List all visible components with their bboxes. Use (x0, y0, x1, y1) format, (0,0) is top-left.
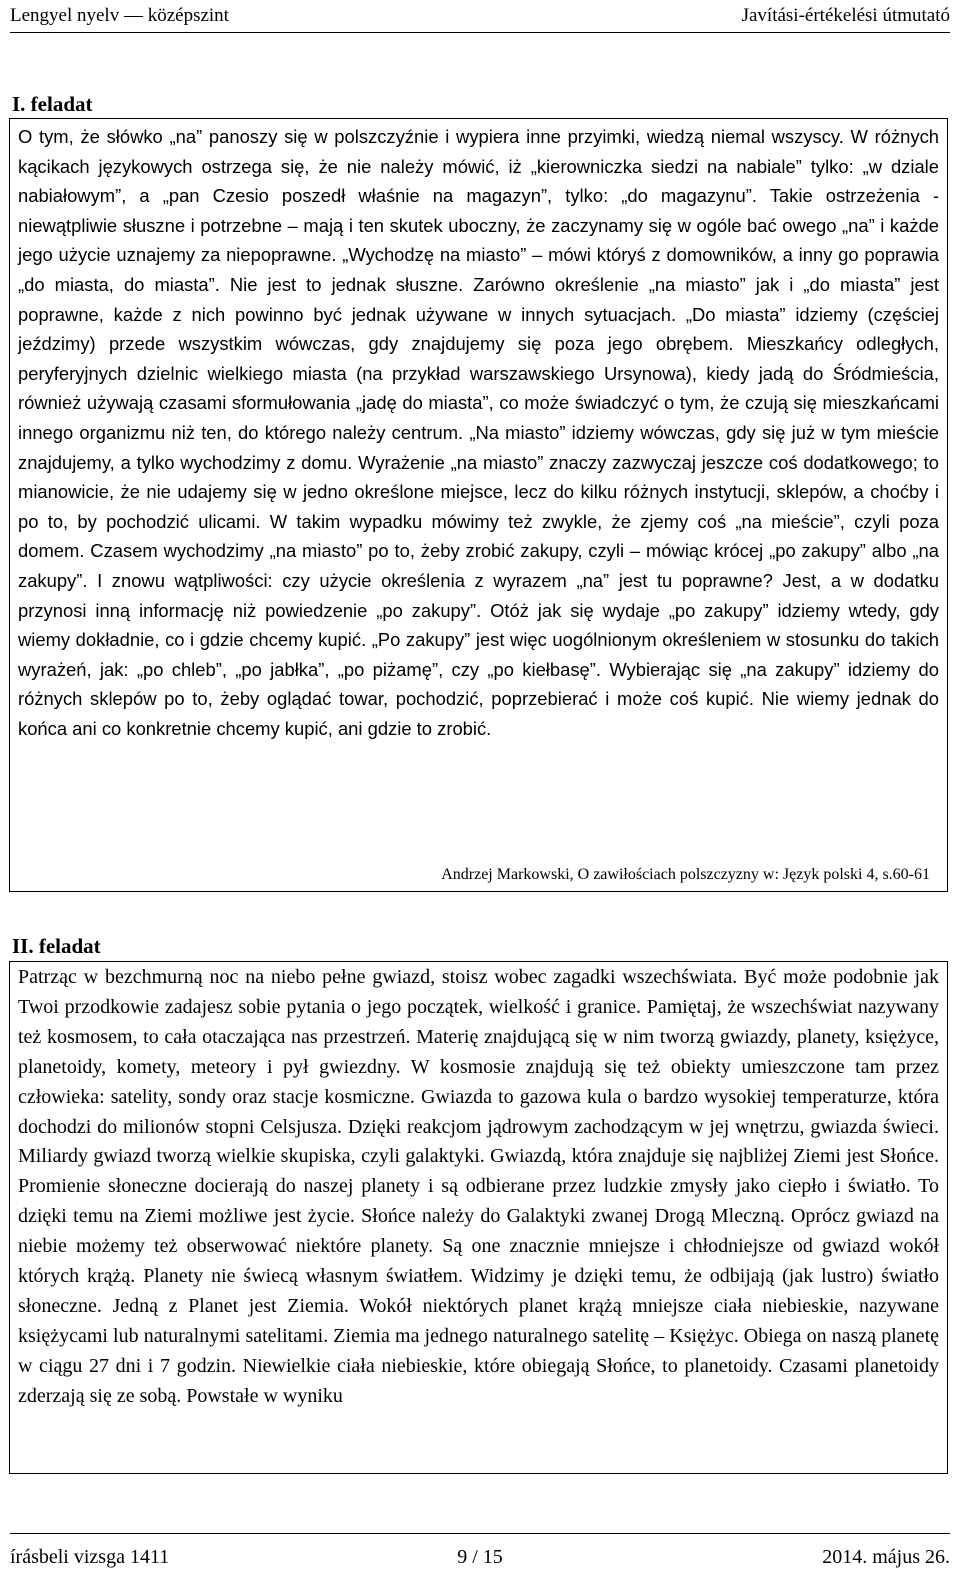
page-header (10, 4, 950, 32)
section-2-title: II. feladat (12, 934, 101, 958)
section-1-text: O tym, że słówko „na” panoszy się w polszczyźnie i wypiera inne przyimki, wiedzą niemal wszyscy. W różnych kącikach językowych ostrzega się, że nie należy mówić, iż „kierowniczka siedzi na nabiale” tylko: „w dziale nabiałowym”, a „pan Czesio poszedł właśnie na magazyn”, tylko: „do magazynu”. Takie ostrzeżenia - niewątpliwie słuszne i potrzebne – mają i ten skutek uboczny, że zaczynamy się w ogóle bać owego „na” i każde jego użycie uznajemy za niepoprawne. „Wychodzę na miasto” – mówi któryś z domowników, a inny go poprawia „do miasta, do miasta”. Nie jest to jednak słuszne. Zarówno określenie „na miasto” jak i „do miasta” jest poprawne, każde z nich powinno być jednak używane w innych sytuacjach. „Do miasta” idziemy (częściej jeździmy) przede wszystkim wówczas, gdy znajdujemy się poza jego obrębem. Mieszkańcy odległych, peryferyjnych dzielnic wielkiego miasta (na przykład warszawskiego Ursynowa), kiedy jadą do Śródmieścia, również używają czasami sformułowania „jadę do miasta”, co może świadczyć o tym, że czują się mieszkańcami innego organizmu niż ten, do którego należy centrum. „Na miasto” idziemy wówczas, gdy się już w tym mieście znajdujemy, a tylko wychodzimy z domu. Wyrażenie „na miasto” znaczy zazwyczaj jeszcze coś dodatkowego; to mianowicie, że nie udajemy się w jedno określone miejsce, lecz do kilku różnych instytucji, sklepów, a choćby i po to, by pochodzić ulicami. W takim wypadku mówimy też zwykle, że zjemy coś „na mieście”, czyli poza domem. Czasem wychodzimy „na miasto” po to, żeby zrobić zakupy, czyli – mówiąc krócej „po zakupy” albo „na zakupy”. I znowu wątpliwości: czy użycie określenia z wyrazem „na” jest tu poprawne? Jest, a w dodatku przynosi inną informację niż powiedzenie „po zakupy”. Otóż jak się wydaje „po zakupy” idziemy wtedy, gdy wiemy dokładnie, co i gdzie chcemy kupić. „Po zakupy” jest więc uogólnionym określeniem w stosunku do takich wyrażeń, jak: „po chleb”, „po jabłka”, „po piżamę”, czy „po kiełbasę”. Wybierając się „na zakupy” idziemy do różnych sklepów po to, żeby oglądać towar, pochodzić, poprzebierać i może coś kupić. Nie wiemy jednak do końca ani co konkretnie chcemy kupić, ani gdzie to zrobić. (18, 126, 939, 739)
footer-divider (10, 1533, 950, 1534)
page-footer (10, 1545, 950, 1575)
section-2-text-box (9, 961, 948, 1474)
section-2-text: Patrząc w bezchmurną noc na niebo pełne gwiazd, stoisz wobec zagadki wszechświata. Być może podobnie jak Twoi przodkowie zadajesz sobie pytania o jego początek, wielkość i granice. Pamiętaj, że wszechświat nazywany też kosmosem, to cała otaczająca nas przestrzeń. Materię znajdującą się w nim tworzą gwiazdy, planety, księżyce, planetoidy, komety, meteory i pył gwiezdny. W kosmosie znajdują się też obiekty umieszczone tam przez człowieka: satelity, sondy oraz stacje kosmiczne. Gwiazda to gazowa kula o bardzo wysokiej temperaturze, która dochodzi do milionów stopni Celsjusza. Dzięki reakcjom jądrowym zachodzącym w jej wnętrzu, gwiazda świeci. Miliardy gwiazd tworzą wielkie skupiska, czyli galaktyki. Gwiazdą, która znajduje się najbliżej Ziemi jest Słońce. Promienie słoneczne docierają do naszej planety i są odbierane przez ludzkie zmysły jako ciepło i światło. To dzięki temu na Ziemi możliwe jest życie. Słońce należy do Galaktyki zwanej Drogą Mleczną. Oprócz gwiazd na niebie możemy też obserwować niektóre planety. Są one znacznie mniejsze i chłodniejsze od gwiazd wokół których krążą. Planety nie świecą własnym światłem. Widzimy je dzięki temu, że odbijają (jak lustro) światło słoneczne. Jedną z Planet jest Ziemia. Wokół niektórych planet krążą mniejsze ciała niebieskie, nazywane księżycami lub naturalnymi satelitami. Ziemia ma jednego naturalnego satelitę – Księżyc. Obiega on naszą planetę w ciągu 27 dni i 7 godzin. Niewielkie ciała niebieskie, które obiegają Słońce, to planetoidy. Czasami planetoidy zderzają się ze sobą. Powstałe w wyniku (18, 966, 939, 1407)
footer-date: 2014. május 26. (822, 1546, 950, 1568)
section-1-citation: Andrzej Markowski, O zawiłościach polszczyzny w: Język polski 4, s.60-61 (441, 866, 930, 883)
header-subject: Lengyel nyelv — középszint (10, 5, 229, 26)
section-1-text-box (9, 118, 948, 892)
footer-page-number: 9 / 15 (457, 1546, 503, 1568)
section-1-title: I. feladat (12, 92, 93, 116)
header-divider (10, 32, 950, 33)
footer-exam-code: írásbeli vizsga 1411 (10, 1546, 170, 1568)
header-document-type: Javítási-értékelési útmutató (741, 5, 950, 26)
